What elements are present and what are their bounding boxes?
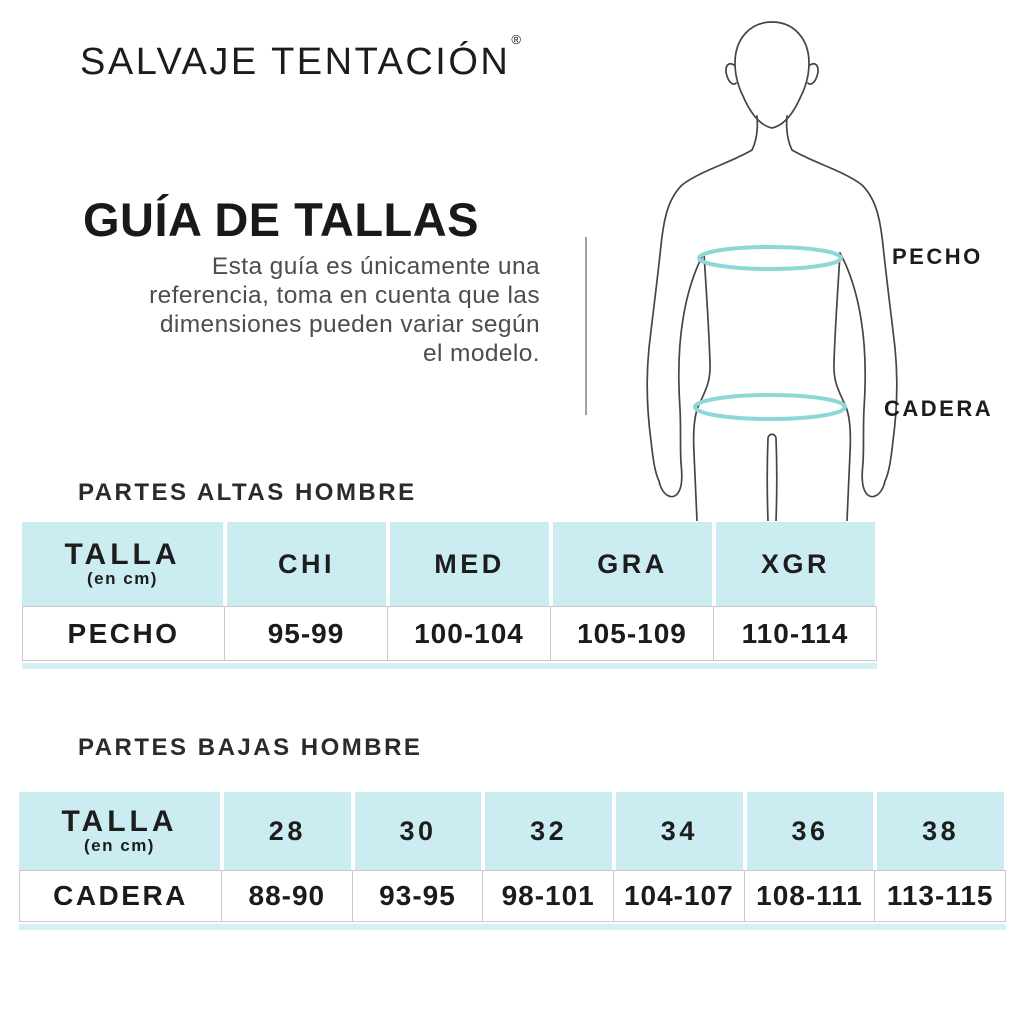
chest-label: PECHO <box>892 244 983 269</box>
size-header-cell: GRA <box>551 522 714 606</box>
male-body-figure-icon <box>620 13 920 521</box>
size-header-cell: 30 <box>353 792 484 870</box>
size-header-cell: 32 <box>483 792 614 870</box>
size-value-cell: 100-104 <box>388 606 551 661</box>
unit-label: (en cm) <box>84 836 155 856</box>
intro-line: el modelo. <box>422 340 540 367</box>
size-header-cell: MED <box>388 522 551 606</box>
brand-name: SALVAJE TENTACIÓN <box>80 41 511 83</box>
registered-mark-icon: ® <box>511 32 524 48</box>
size-value-cell: 93-95 <box>353 870 484 922</box>
size-header-cell-talla <box>19 792 222 870</box>
size-header-cell: 28 <box>222 792 353 870</box>
bottoms-size-table <box>19 792 1006 932</box>
size-value-cell: 88-90 <box>222 870 353 922</box>
size-value-cell: 108-111 <box>745 870 876 922</box>
size-value-cell: 105-109 <box>551 606 714 661</box>
size-header-cell-talla <box>22 522 225 606</box>
brand-logo <box>80 32 524 84</box>
figure-side-line <box>585 237 587 415</box>
unit-label: (en cm) <box>87 569 158 589</box>
intro-line: dimensiones pueden variar según <box>159 311 540 338</box>
size-header-cell: CHI <box>225 522 388 606</box>
intro-line: Esta guía es únicamente una <box>211 253 540 280</box>
section-title-bottoms: PARTES BAJAS HOMBRE <box>78 734 423 761</box>
size-value-cell: 110-114 <box>714 606 877 661</box>
row-label-cell: CADERA <box>19 870 222 922</box>
size-value-cell: 113-115 <box>875 870 1006 922</box>
page-title: GUÍA DE TALLAS <box>83 193 480 246</box>
talla-label: TALLA <box>64 537 181 571</box>
talla-label: TALLA <box>61 804 178 838</box>
intro-text <box>40 252 540 368</box>
size-header-cell: 38 <box>875 792 1006 870</box>
row-label-cell: PECHO <box>22 606 225 661</box>
hip-label: CADERA <box>884 396 994 421</box>
table-bottom-strip <box>19 924 1006 930</box>
size-value-cell: 104-107 <box>614 870 745 922</box>
size-header-cell: XGR <box>714 522 877 606</box>
size-header-cell: 34 <box>614 792 745 870</box>
table-bottom-strip <box>22 663 877 669</box>
size-value-cell: 98-101 <box>483 870 614 922</box>
size-value-cell: 95-99 <box>225 606 388 661</box>
tops-size-table <box>22 522 877 671</box>
section-title-tops: PARTES ALTAS HOMBRE <box>78 479 417 506</box>
intro-line: referencia, toma en cuenta que las <box>149 282 540 309</box>
size-header-cell: 36 <box>745 792 876 870</box>
